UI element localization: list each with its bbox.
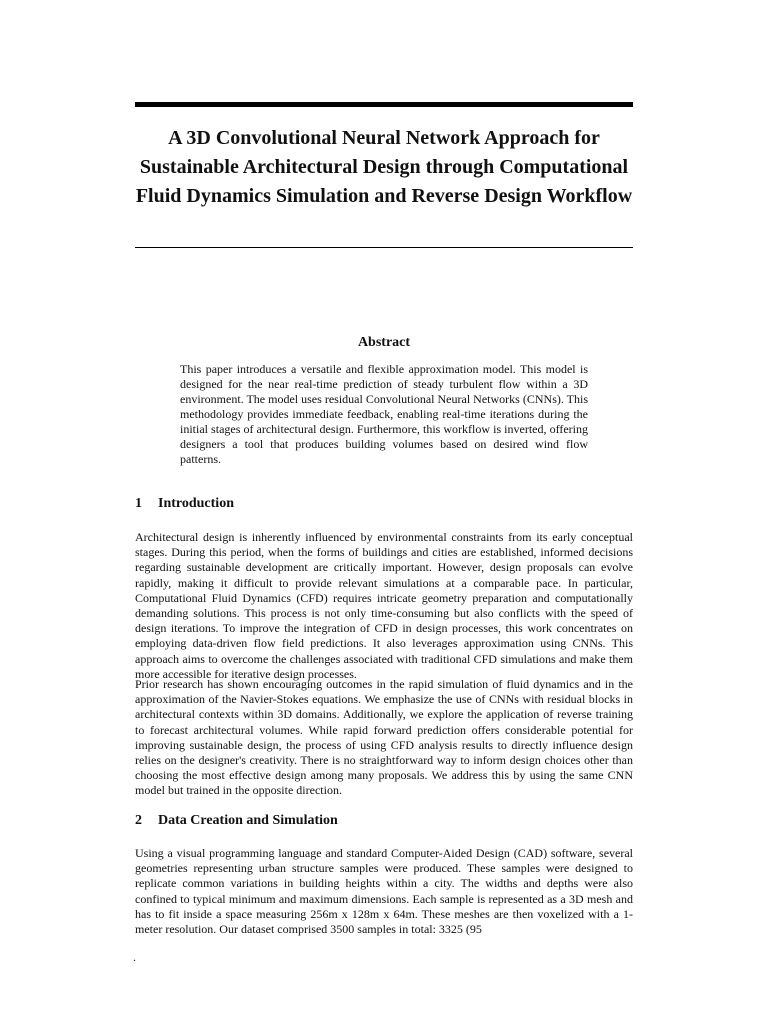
title-bottom-rule: [135, 247, 633, 248]
section-heading-data-creation: [135, 813, 338, 829]
data-creation-paragraph-1: Using a visual programming language and standard Computer-Aided Design (CAD) software, several geometries representing urban structure samples were produced. These samples were designed to replicate common variations in building heights within a city. The widths and depths were also confined to typical minimum and maximum dimensions. Each sample is represented as a 3D mesh and has to fit inside a space measuring 256m x 128m x 64m. These meshes are then voxelized with a 1-meter resolution. Our dataset comprised 3500 samples in total: 3325 (95: [135, 846, 633, 937]
abstract-heading: Abstract: [357, 335, 411, 350]
section-number: 1: [135, 496, 142, 511]
section-title: Data Creation and Simulation: [158, 813, 338, 828]
paper-title: A 3D Convolutional Neural Network Approach for Sustainable Architectural Design through Computational Fluid Dynamics Simulation and Reverse Design Workflow: [135, 127, 633, 207]
footnote-mark: .: [133, 950, 136, 964]
section-title: Introduction: [158, 496, 234, 511]
introduction-paragraph-2: Prior research has shown encouraging outcomes in the rapid simulation of fluid dynamics and in the approximation of the Navier-Stokes equations. We emphasize the use of CNNs with residual blocks in architectural contexts within 3D domains. Additionally, we explore the application of reverse training to forecast architectural volumes. While rapid forward prediction offers considerable potential for improving sustainable design, the process of using CFD analysis results to directly influence design relies on the designer's creativity. There is no straightforward way to inform design choices other than choosing the most effective design among many proposals. We address this by using the same CNN model but trained in the opposite direction.: [135, 677, 633, 798]
introduction-paragraph-1: Architectural design is inherently influenced by environmental constraints from its early conceptual stages. During this period, when the forms of buildings and cities are established, informed decisions regarding sustainable development are critically important. However, design proposals can evolve rapidly, making it difficult to provide relevant simulations at a comparable pace. In particular, Computational Fluid Dynamics (CFD) requires intricate geometry preparation and computationally demanding solutions. This process is not only time-consuming but also conflicts with the speed of design iterations. To improve the integration of CFD in design processes, this work concentrates on employing data-driven flow field predictions. It also leverages approximation using CNNs. This approach aims to overcome the challenges associated with traditional CFD simulations and make them more accessible for iterative design processes.: [135, 530, 633, 681]
title-top-rule: [135, 102, 633, 107]
section-heading-introduction: [135, 496, 234, 512]
abstract-text: This paper introduces a versatile and flexible approximation model. This model is designed for the near real-time prediction of steady turbulent flow within a 3D environment. The model uses residual Convolutional Neural Networks (CNNs). This methodology provides immediate feedback, enabling real-time iterations during the initial stages of architectural design. Furthermore, this workflow is inverted, offering designers a tool that produces building volumes based on desired wind flow patterns.: [180, 362, 588, 466]
section-number: 2: [135, 813, 142, 828]
